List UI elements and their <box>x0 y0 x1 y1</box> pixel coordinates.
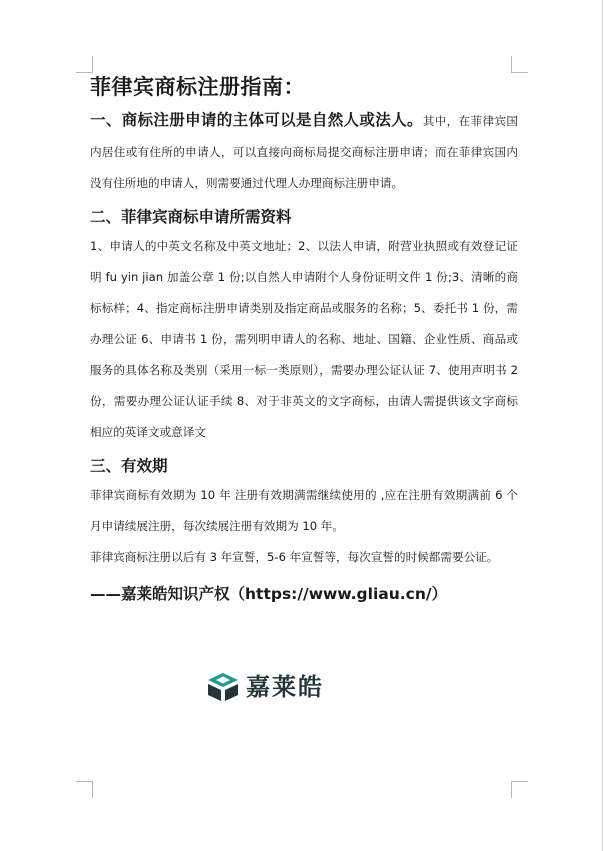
signature-line: ——嘉莱皓知识产权（https://www.gliau.cn/） <box>90 585 448 603</box>
page-edge <box>602 0 603 851</box>
section-3-paragraph-2: 菲律宾商标注册以后有 3 年宣誓，5-6 年宣誓等，每次宣誓的时候都需要公证。 <box>90 550 499 564</box>
crop-mark-bottom-right <box>511 781 528 798</box>
document-title: 菲律宾商标注册指南： <box>90 75 305 99</box>
section-2-text: 1、申请人的中英文名称及中英文地址；2、以法人申请，附营业执照或有效登记证明 fu yin jian 加盖公章 1 份;以自然人申请附个人身份证明文件 1 份;3、清晰的商标标样；4、指定商标注册申请类别及指定商品或服务的名称；5、委托书 1 份，需办理公证 6、申请书 1 份，需列明申请人的名称、地址、国籍、企业性质、商品或服务的具体名称及类别（采用一标一类原则），需要办理公证认证 7、使用声明书 2 份，需要办理公证认证手续 8、对于非英文的文字商标，由请人需提供该文字商标相应的英译文或意译文 <box>90 239 518 439</box>
section-2-heading: 二、菲律宾商标申请所需资料 <box>90 208 292 226</box>
section-1-heading: 一、商标注册申请的主体可以是自然人或法人。 <box>90 111 423 129</box>
section-3-paragraph-1: 菲律宾商标有效期为 10 年 注册有效期满需继续使用的 ,应在注册有效期满前 6 个月申请续展注册，每次续展注册有效期为 10 年。 <box>90 488 518 533</box>
section-1-text: 其中，在菲律宾国内居住或有住所的申请人，可以直接向商标局提交商标注册申请；而在菲律宾国内没有住所地的申请人，则需要通过代理人办理商标注册申请。 <box>90 114 518 190</box>
company-logo <box>206 670 324 704</box>
logo-mark-icon <box>206 672 240 702</box>
section-1 <box>90 106 518 199</box>
logo-text: 嘉莱皓 <box>246 673 324 701</box>
crop-mark-bottom-left <box>76 781 93 798</box>
document-body <box>90 70 518 609</box>
section-3-heading: 三、有效期 <box>90 457 168 475</box>
